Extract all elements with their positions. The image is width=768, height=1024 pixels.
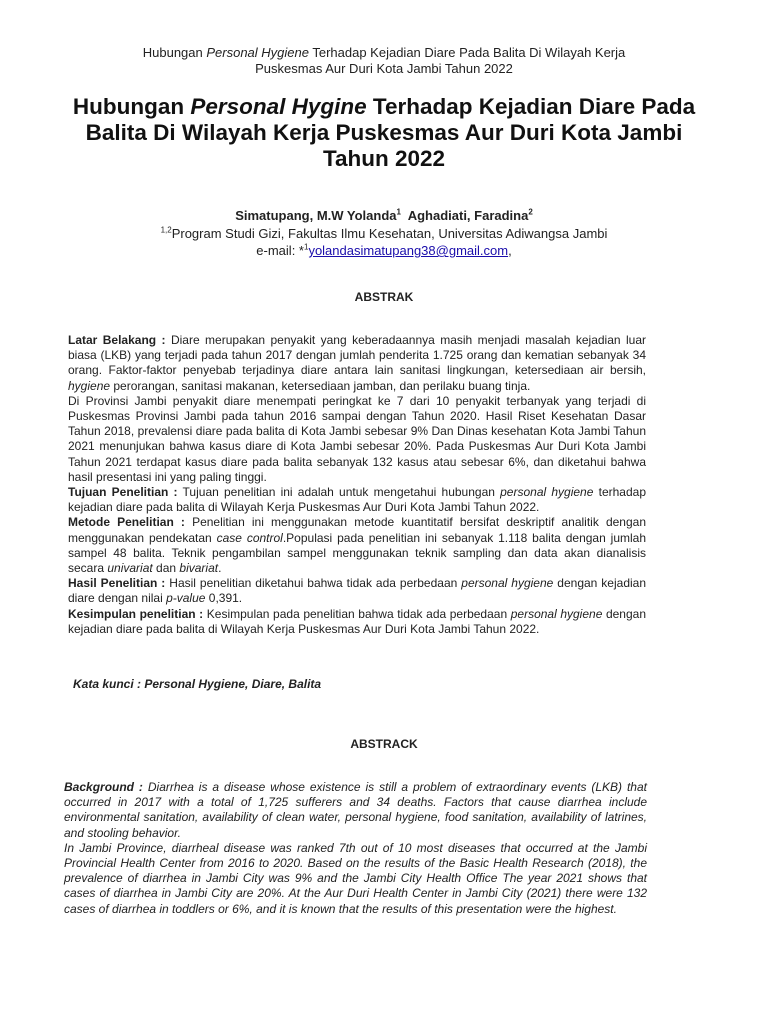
metode-italic-1: case control xyxy=(216,530,283,545)
running-head-text: Hubungan xyxy=(142,45,207,60)
latar-belakang-paragraph xyxy=(68,333,646,394)
hasil-paragraph xyxy=(68,576,646,606)
metode-text-3: dan xyxy=(152,561,180,576)
metode-italic-2: univariat xyxy=(107,561,153,576)
hasil-italic-1: personal hygiene xyxy=(461,576,554,591)
tujuan-italic: personal hygiene xyxy=(500,485,594,500)
latar-belakang-italic: hygiene xyxy=(68,378,111,393)
tujuan-text-cont: terhadap kejadian diare pada balita di Wilayah Kerja Puskesmas Aur Duri Kota Jambi Tahun 2022. xyxy=(68,485,646,515)
kesimpulan-italic: personal hygiene xyxy=(510,606,603,621)
hasil-italic-2: p-value xyxy=(166,591,206,606)
background-paragraph-2: In Jambi Province, diarrheal disease was ranked 7th out of 10 most diseases that occurred at the Jambi Provincial Health Center from 2016 to 2020. Based on the results of the Basic Health Research (2018), the prevalence of diarrhea in Jambi City was 9% and the Jambi City Health Office The year 2021 shows that cases of diarrhea in Jambi City are 20%. At the Aur Duri Health Center in Jambi City (2021) there were 132 cases of diarrhea in toddlers or 6%, and it is known that the results of this presentation were the highest. xyxy=(64,840,647,916)
running-head-text-cont: Terhadap Kejadian Diare Pada Balita Di Wilayah Kerja xyxy=(308,45,626,60)
hasil-text-2: dengan kejadian diare dengan nilai xyxy=(68,576,647,606)
metode-text: Penelitian ini menggunakan metode kuantitatif bersifat deskriptif analitik dengan menggunakan pendekatan xyxy=(68,515,646,545)
background-text: Diarrhea is a disease whose existence is still a problem of extraordinary events (LKB) that occurred in 2017 with a total of 1,725 sufferers and 34 deaths. Factors that cause diarrhea include environmental sanitation, availability of clean water, personal hygiene, food sanitation, availability of latrines, and stooling behavior. xyxy=(64,780,647,840)
kesimpulan-paragraph xyxy=(68,607,646,637)
kesimpulan-text-cont: dengan kejadian diare pada balita di Wilayah Kerja Puskesmas Aur Duri Kota Jambi Tahun 2022. xyxy=(68,606,646,636)
background-label: Background : xyxy=(64,780,143,794)
latar-belakang-text: Diare merupakan penyakit yang keberadaannya masih menjadi masalah kejadian luar biasa (LKB) yang terjadi pada tahun 2017 dengan jumlah penderita 1.725 orang dan kematian sebanyak 34 orang. Faktor-faktor penyebab terjadinya diare antara lain sanitasi lingkungan, ketersediaan air bersih, xyxy=(68,333,646,378)
author-list xyxy=(0,208,768,224)
author-2-marker: 2 xyxy=(528,207,533,217)
metode-text-2: .Populasi pada penelitian ini sebanyak 1.118 balita dengan jumlah sampel 48 balita. Teknik pengambilan sampel menggunakan teknik sampling dan data akan dianalisis secara xyxy=(68,530,647,576)
metode-label: Metode Penelitian : xyxy=(68,515,185,530)
email-line xyxy=(0,243,768,259)
running-head-italic: Personal Hygiene xyxy=(206,45,309,60)
author-1: Simatupang, M.W Yolanda xyxy=(235,208,397,223)
tujuan-label: Tujuan Penelitian : xyxy=(68,485,178,500)
paper-title xyxy=(60,94,708,172)
title-italic: Personal Hygine xyxy=(190,94,367,119)
kesimpulan-text: Kesimpulan pada penelitian bahwa tidak ada perbedaan xyxy=(203,606,511,621)
email-marker: 1 xyxy=(303,242,309,252)
metode-italic-3: bivariat xyxy=(179,561,219,576)
abstrack-heading: ABSTRACK xyxy=(350,737,418,751)
kesimpulan-label: Kesimpulan penelitian : xyxy=(68,606,204,621)
title-text: Hubungan xyxy=(72,94,191,119)
hasil-text: Hasil penelitian diketahui bahwa tidak ada perbedaan xyxy=(165,576,462,591)
email-suffix: , xyxy=(508,243,512,258)
english-abstract-body xyxy=(64,780,647,917)
running-head xyxy=(0,45,768,77)
tujuan-text: Tujuan penelitian ini adalah untuk mengetahui hubungan xyxy=(177,485,501,500)
affiliation-marker: 1,2 xyxy=(160,225,172,235)
latar-belakang-label: Latar Belakang : xyxy=(68,333,166,347)
tujuan-paragraph xyxy=(68,485,646,515)
abstrak-heading: ABSTRAK xyxy=(354,290,414,304)
title-text-cont: Terhadap Kejadian Diare Pada Balita Di Wilayah Kerja Puskesmas Aur Duri Kota Jambi Tahun 2022 xyxy=(85,94,696,171)
author-2: Aghadiati, Faradina xyxy=(400,208,529,223)
running-head-line2: Puskesmas Aur Duri Kota Jambi Tahun 2022 xyxy=(255,61,513,76)
latar-belakang-paragraph-2: Di Provinsi Jambi penyakit diare menempati peringkat ke 7 dari 10 penyakit terbanyak yang terjadi di Puskesmas Provinsi Jambi pada tahun 2016 sampai dengan Tahun 2020. Hasil Riset Kesehatan Dasar Tahun 2018, prevalensi diare pada balita di Kota Jambi sebesar 9% Dan Dinas kesehatan Kota Jambi Tahun 2021 menunjukan bahwa kasus diare di Kota Jambi sebesar 20%. Pada Puskesmas Aur Duri Kota Jambi Tahun 2021 terdapat kasus diare pada balita sebanyak 132 kasus atau sebesar 6%, dan diketahui bahwa hasil presentasi ini yang paling tinggi. xyxy=(68,393,646,484)
hasil-label: Hasil Penelitian : xyxy=(68,576,166,591)
author-1-marker: 1 xyxy=(396,207,401,217)
keywords: Kata kunci : Personal Hygiene, Diare, Balita xyxy=(73,677,322,691)
affiliation-text: Program Studi Gizi, Fakultas Ilmu Kesehatan, Universitas Adiwangsa Jambi xyxy=(171,226,608,241)
background-paragraph xyxy=(64,780,647,841)
metode-text-4: . xyxy=(218,561,222,576)
email-prefix: e-mail: * xyxy=(256,243,304,258)
hasil-text-3: 0,391. xyxy=(205,591,243,606)
metode-paragraph xyxy=(68,515,646,576)
latar-belakang-text-cont: perorangan, sanitasi makanan, ketersediaan jamban, dan perilaku buang tinja. xyxy=(110,378,531,393)
email-link[interactable]: yolandasimatupang38@gmail.com xyxy=(308,243,509,258)
affiliation xyxy=(0,226,768,242)
abstrak-body xyxy=(68,333,646,637)
